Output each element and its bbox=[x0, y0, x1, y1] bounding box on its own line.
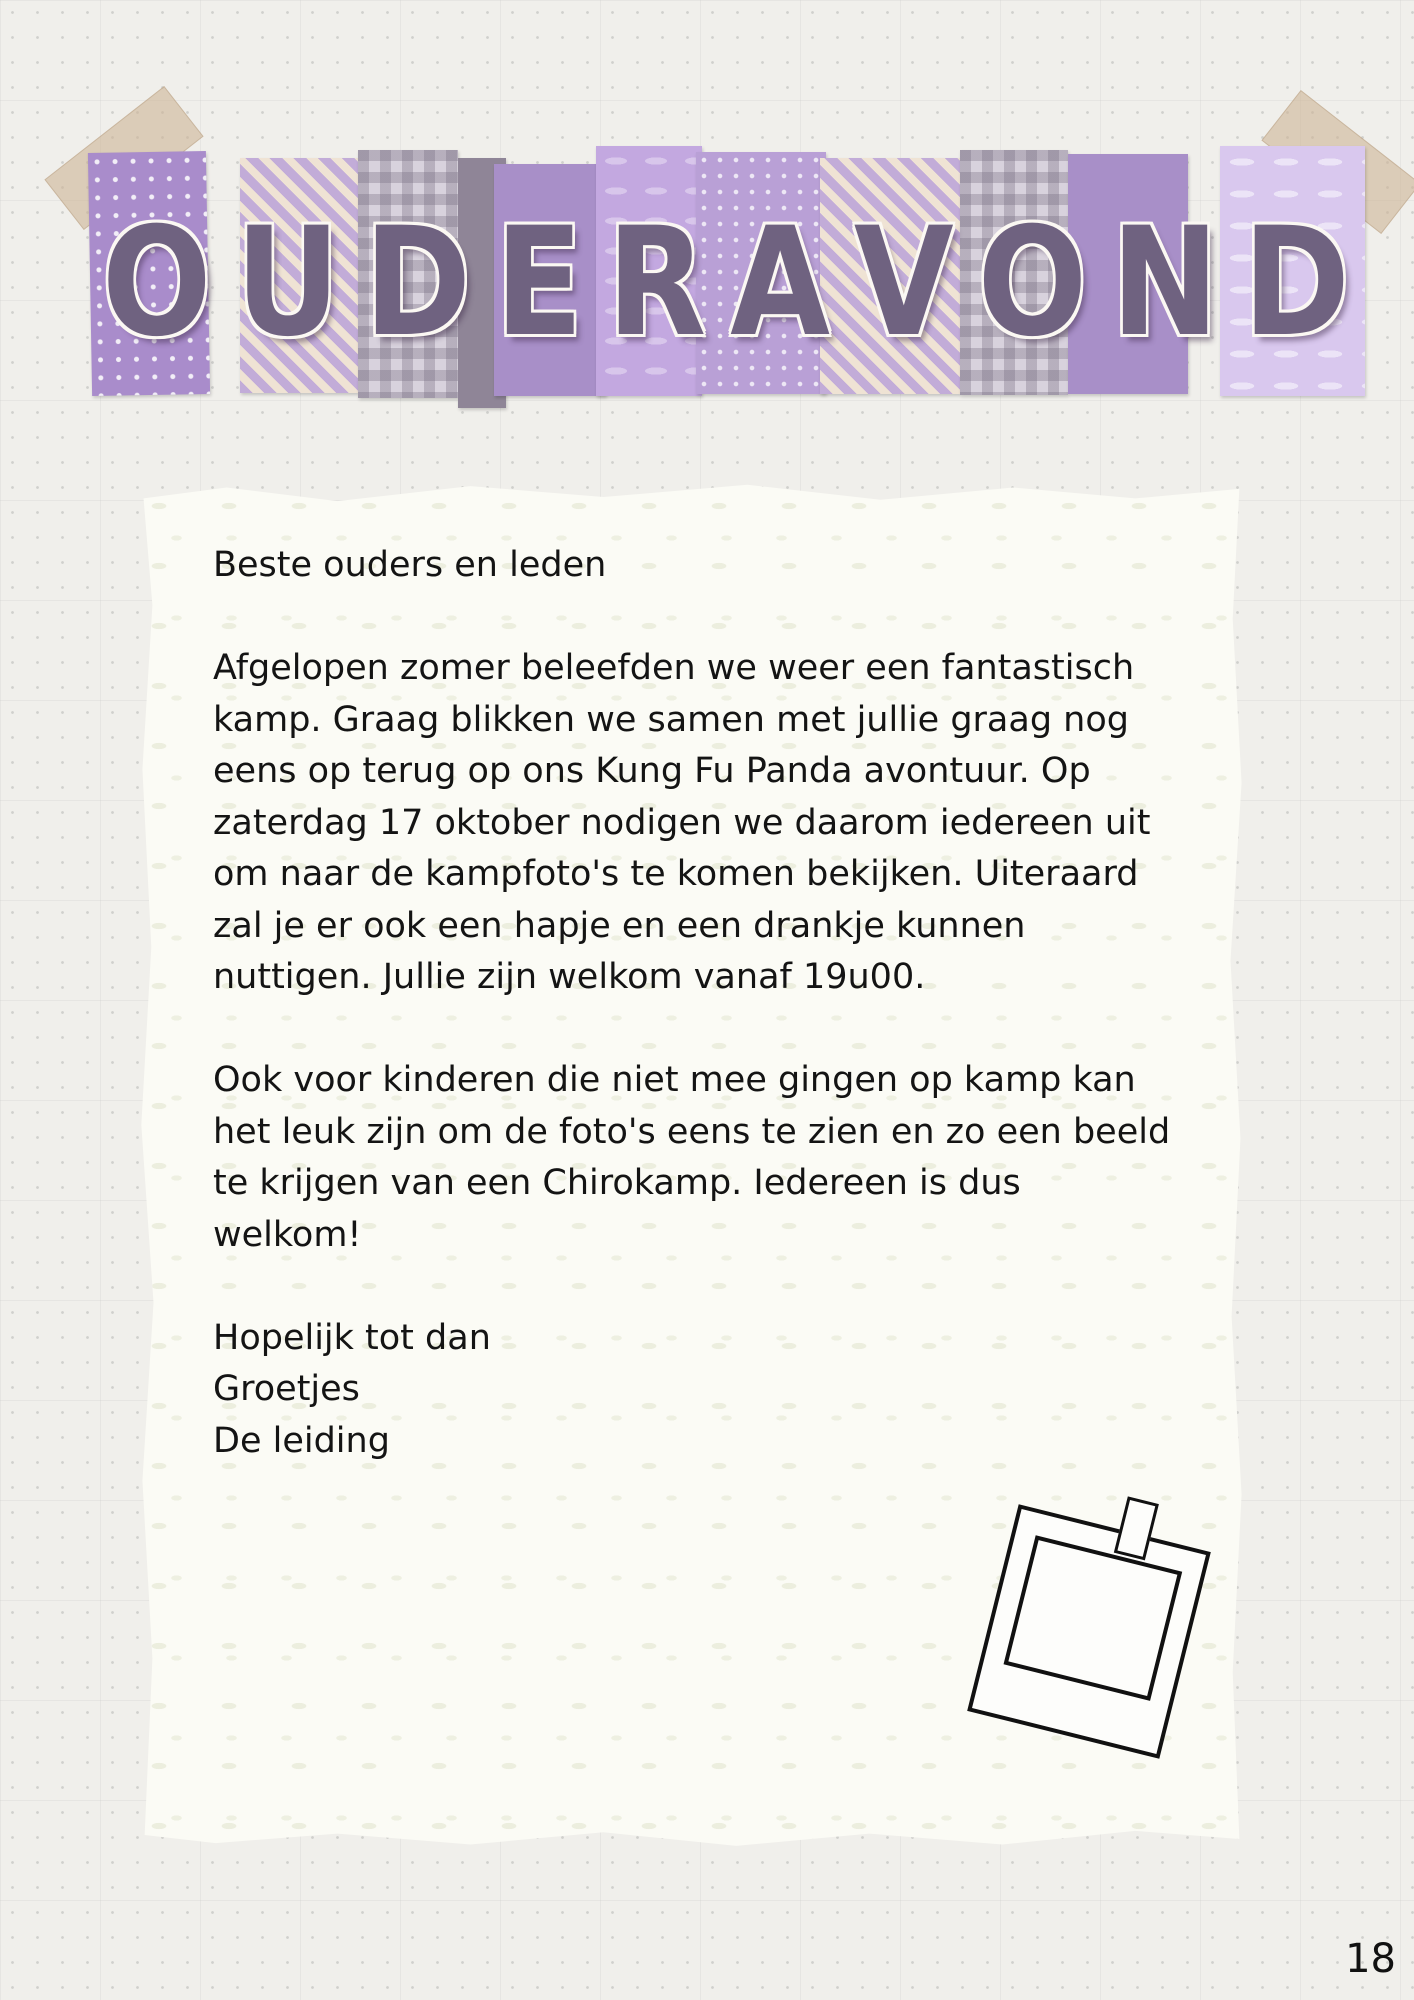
letter-body bbox=[213, 540, 1173, 1467]
title-letter: D bbox=[364, 196, 472, 370]
letter-paragraph: Ook voor kinderen die niet mee gingen op kamp kan het leuk zijn om de foto's eens te zien en zo een beeld te krijgen van een Chirokamp. Iedereen is dus welkom! bbox=[213, 1060, 1171, 1255]
title-letter: U bbox=[235, 196, 341, 370]
letter-closing: Hopelijk tot dan bbox=[213, 1317, 491, 1358]
title-letter: E bbox=[494, 196, 584, 370]
page-number: 18 bbox=[1345, 1936, 1396, 1982]
title-letter: D bbox=[1242, 196, 1350, 370]
title-letter: O bbox=[101, 196, 212, 370]
polaroid-photo-area bbox=[1004, 1535, 1183, 1701]
title-banner bbox=[90, 140, 1365, 405]
letter-closing: Groetjes bbox=[213, 1369, 360, 1409]
title-letter: A bbox=[730, 196, 830, 370]
letter-signature: De leiding bbox=[213, 1420, 390, 1461]
title-letter: O bbox=[977, 196, 1088, 370]
letter-paragraph: Afgelopen zomer beleefden we weer een fantastisch kamp. Graag blikken we samen met jullie graag nog eens op terug op ons Kung Fu Panda avontuur. Op zaterdag 17 oktober nodigen we daarom iedereen uit om naar de kampfoto's te komen bekijken. Uiteraard zal je er ook een hapje en een drankje kunnen nuttigen. Jullie zijn welkom vanaf 19u00. bbox=[213, 648, 1151, 997]
letter-greeting: Beste ouders en leden bbox=[213, 545, 607, 585]
page-title bbox=[90, 198, 1362, 368]
title-letter: R bbox=[606, 196, 707, 370]
title-letter: V bbox=[853, 196, 954, 370]
title-letter: N bbox=[1111, 196, 1220, 370]
